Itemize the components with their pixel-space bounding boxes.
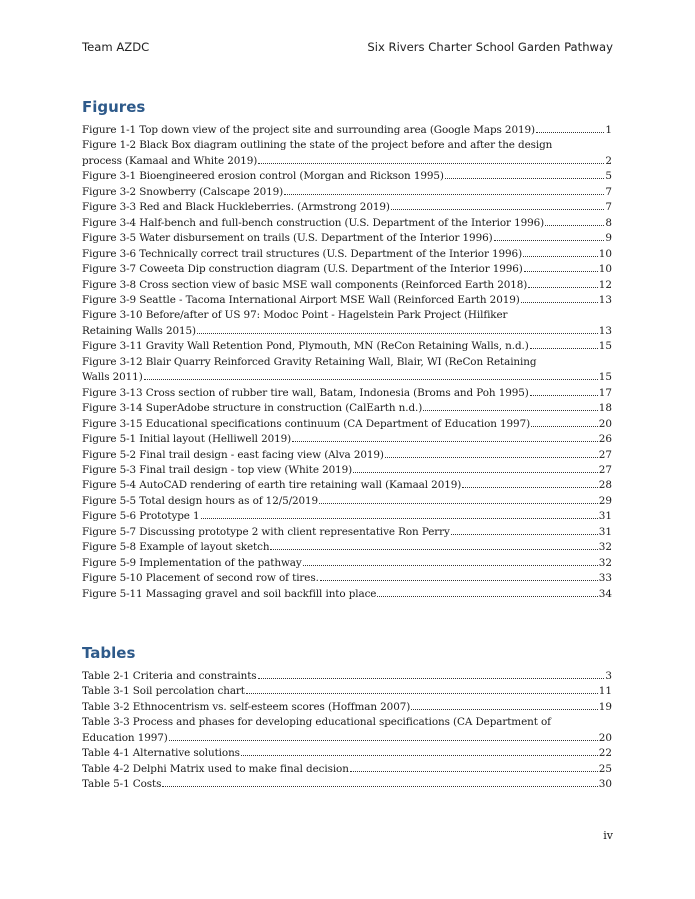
toc-entry-page: 31 xyxy=(598,510,612,523)
toc-entry-title: Figure 3-13 Cross section of rubber tire wall, Batam, Indonesia (Broms and Poh 1995) xyxy=(82,386,529,399)
dot-leader xyxy=(144,379,598,380)
dot-leader xyxy=(292,441,598,442)
toc-entry[interactable] xyxy=(82,478,612,493)
toc-entry-page: 32 xyxy=(598,556,612,569)
dot-leader xyxy=(531,426,598,427)
toc-entry-title: Figure 3-3 Red and Black Huckleberries. (Armstrong 2019) xyxy=(82,201,390,214)
tables-heading: Tables xyxy=(82,644,136,662)
toc-entry-lead: Figure 1-2 Black Box diagram outlining the state of the project before and after the design xyxy=(82,139,553,152)
toc-entry-page: 8 xyxy=(605,216,612,229)
toc-entry[interactable] xyxy=(82,262,612,277)
toc-entry-page: 5 xyxy=(605,170,612,183)
toc-entry-title: Table 3-2 Ethnocentrism vs. self-esteem scores (Hoffman 2007) xyxy=(82,700,411,713)
toc-entry-title: Figure 3-5 Water disbursement on trails (U.S. Department of the Interior 1996) xyxy=(82,232,493,245)
dot-leader xyxy=(320,580,598,581)
dot-leader xyxy=(521,302,598,303)
dot-leader xyxy=(411,709,598,710)
toc-entry[interactable] xyxy=(82,247,612,262)
toc-entry-page: 12 xyxy=(598,278,612,291)
toc-entry[interactable] xyxy=(82,200,612,215)
toc-entry[interactable] xyxy=(82,154,612,169)
toc-entry-page: 13 xyxy=(598,293,612,306)
dot-leader xyxy=(258,163,604,164)
toc-entry-page: 7 xyxy=(605,185,612,198)
toc-entry-page: 17 xyxy=(598,386,612,399)
toc-entry[interactable] xyxy=(82,216,612,231)
dot-leader xyxy=(241,755,598,756)
toc-entry-title: Figure 3-1 Bioengineered erosion control (Morgan and Rickson 1995) xyxy=(82,170,444,183)
dot-leader xyxy=(391,209,605,210)
toc-entry[interactable] xyxy=(82,417,612,432)
toc-entry-title: Figure 5-11 Massaging gravel and soil backfill into place xyxy=(82,587,377,600)
toc-entry-title: Walls 2011) xyxy=(82,371,143,384)
toc-entry-page: 34 xyxy=(598,587,612,600)
dot-leader xyxy=(350,771,598,772)
toc-entry-title: process (Kamaal and White 2019) xyxy=(82,154,258,167)
toc-entry-page: 30 xyxy=(598,778,612,791)
toc-entry-title: Education 1997) xyxy=(82,731,168,744)
toc-entry-lead: Figure 3-10 Before/after of US 97: Modoc Point - Hagelstein Park Project (Hilfiker xyxy=(82,309,508,322)
page-number: iv xyxy=(603,829,613,842)
toc-entry[interactable] xyxy=(82,540,612,555)
toc-entry[interactable] xyxy=(82,731,612,746)
toc-entry[interactable] xyxy=(82,463,612,478)
toc-entry-title: Figure 5-8 Example of layout sketch xyxy=(82,541,270,554)
toc-entry-page: 25 xyxy=(598,762,612,775)
toc-entry-title: Table 2-1 Criteria and constraints xyxy=(82,670,257,682)
dot-leader xyxy=(536,132,604,133)
dot-leader xyxy=(353,472,598,473)
dot-leader xyxy=(530,395,598,396)
toc-entry-title: Figure 5-7 Discussing prototype 2 with client representative Ron Perry xyxy=(82,525,450,538)
toc-entry-title: Table 3-1 Soil percolation chart xyxy=(82,685,245,698)
toc-entry-title: Figure 3-14 SuperAdobe structure in construction (CalEarth n.d.) xyxy=(82,402,423,415)
dot-leader xyxy=(258,678,605,679)
toc-entry[interactable] xyxy=(82,169,612,184)
dot-leader xyxy=(528,287,598,288)
toc-entry-page: 27 xyxy=(598,463,612,476)
toc-entry-title: Figure 5-10 Placement of second row of tires. xyxy=(82,572,319,585)
toc-entry-page: 1 xyxy=(605,124,612,136)
toc-entry-title: Figure 3-2 Snowberry (Calscape 2019) xyxy=(82,185,284,198)
toc-entry-page: 18 xyxy=(598,402,612,415)
toc-entry-lead: Figure 3-12 Blair Quarry Reinforced Gravity Retaining Wall, Blair, WI (ReCon Retaining xyxy=(82,355,537,368)
toc-entry-title: Figure 5-4 AutoCAD rendering of earth tire retaining wall (Kamaal 2019) xyxy=(82,479,462,492)
dot-leader xyxy=(385,457,598,458)
toc-entry-page: 28 xyxy=(598,479,612,492)
toc-entry[interactable] xyxy=(82,525,612,540)
dot-leader xyxy=(270,549,597,550)
toc-entry-title: Figure 5-1 Initial layout (Helliwell 2019) xyxy=(82,433,292,446)
toc-entry[interactable] xyxy=(82,185,612,200)
toc-entry-page: 31 xyxy=(598,525,612,538)
toc-entry[interactable] xyxy=(82,509,612,524)
header-team: Team AZDC xyxy=(82,40,150,54)
dot-leader xyxy=(423,410,598,411)
dot-leader xyxy=(246,693,598,694)
toc-entry-title: Table 5-1 Costs xyxy=(82,778,162,791)
toc-entry-page: 2 xyxy=(605,154,612,167)
toc-entry-title: Figure 5-9 Implementation of the pathway xyxy=(82,556,302,569)
toc-entry-lead: Table 3-3 Process and phases for developing educational specifications (CA Department of xyxy=(82,716,551,729)
toc-entry-title: Table 4-1 Alternative solutions xyxy=(82,747,240,760)
header-project-title: Six Rivers Charter School Garden Pathway xyxy=(367,40,613,54)
toc-entry[interactable] xyxy=(82,231,612,246)
toc-entry-title: Figure 3-4 Half-bench and full-bench construction (U.S. Department of the Interior 1996) xyxy=(82,216,545,229)
toc-entry[interactable] xyxy=(82,432,612,447)
toc-entry-title: Figure 5-6 Prototype 1 xyxy=(82,510,200,523)
figures-heading: Figures xyxy=(82,98,146,116)
toc-entry[interactable] xyxy=(82,401,612,416)
toc-entry[interactable] xyxy=(82,556,612,571)
toc-entry-page: 22 xyxy=(598,747,612,760)
toc-entry-title: Figure 1-1 Top down view of the project site and surrounding area (Google Maps 2019) xyxy=(82,124,535,136)
dot-leader xyxy=(201,518,598,519)
figures-list xyxy=(82,123,612,602)
toc-entry-page: 9 xyxy=(605,232,612,245)
toc-entry-page: 15 xyxy=(598,371,612,384)
toc-entry-title: Figure 3-15 Educational specifications continuum (CA Department of Education 1997) xyxy=(82,417,531,430)
toc-entry[interactable] xyxy=(82,700,612,715)
dot-leader xyxy=(377,596,597,597)
toc-entry-page: 7 xyxy=(605,201,612,214)
dot-leader xyxy=(284,194,604,195)
dot-leader xyxy=(451,534,598,535)
dot-leader xyxy=(524,271,598,272)
toc-entry-page: 33 xyxy=(598,572,612,585)
toc-entry[interactable] xyxy=(82,370,612,385)
toc-entry[interactable] xyxy=(82,123,612,138)
toc-entry-page: 29 xyxy=(598,494,612,507)
toc-entry-title: Figure 3-8 Cross section view of basic MSE wall components (Reinforced Earth 2018) xyxy=(82,278,528,291)
dot-leader xyxy=(545,225,604,226)
toc-entry-title: Figure 5-2 Final trail design - east facing view (Alva 2019) xyxy=(82,448,384,461)
toc-entry[interactable] xyxy=(82,339,612,354)
tables-list xyxy=(82,669,612,793)
toc-entry-page: 32 xyxy=(598,541,612,554)
toc-entry-page: 13 xyxy=(598,324,612,337)
dot-leader xyxy=(462,487,598,488)
toc-entry-page: 20 xyxy=(598,731,612,744)
dot-leader xyxy=(530,348,598,349)
toc-entry-page: 11 xyxy=(598,685,612,698)
toc-entry-page: 20 xyxy=(598,417,612,430)
toc-entry-title: Figure 3-9 Seattle - Tacoma International Airport MSE Wall (Reinforced Earth 2019) xyxy=(82,293,520,306)
toc-entry[interactable] xyxy=(82,571,612,586)
dot-leader xyxy=(445,178,605,179)
toc-entry[interactable] xyxy=(82,762,612,777)
dot-leader xyxy=(494,240,605,241)
toc-entry[interactable] xyxy=(82,293,612,308)
dot-leader xyxy=(162,786,597,787)
toc-entry[interactable] xyxy=(82,448,612,463)
toc-entry-page: 3 xyxy=(605,670,612,682)
toc-entry[interactable] xyxy=(82,669,612,684)
toc-entry-title: Figure 3-11 Gravity Wall Retention Pond, Plymouth, MN (ReCon Retaining Walls, n.d.) xyxy=(82,340,529,353)
toc-entry-title: Figure 5-3 Final trail design - top view (White 2019) xyxy=(82,463,353,476)
toc-entry-page: 19 xyxy=(598,700,612,713)
toc-entry-title: Figure 3-6 Technically correct trail structures (U.S. Department of the Interior 1996) xyxy=(82,247,523,260)
toc-entry[interactable] xyxy=(82,494,612,509)
toc-entry[interactable] xyxy=(82,324,612,339)
dot-leader xyxy=(523,256,598,257)
toc-entry[interactable] xyxy=(82,746,612,761)
toc-entry-page: 15 xyxy=(598,340,612,353)
toc-entry[interactable] xyxy=(82,278,612,293)
toc-entry-page: 10 xyxy=(598,263,612,276)
dot-leader xyxy=(197,333,598,334)
toc-entry-page: 27 xyxy=(598,448,612,461)
toc-entry-title: Figure 5-5 Total design hours as of 12/5/2019 xyxy=(82,494,319,507)
toc-entry[interactable] xyxy=(82,684,612,699)
toc-entry-page: 10 xyxy=(598,247,612,260)
dot-leader xyxy=(169,740,598,741)
toc-entry-page: 26 xyxy=(598,433,612,446)
toc-entry[interactable] xyxy=(82,777,612,792)
toc-entry-title: Retaining Walls 2015) xyxy=(82,324,196,337)
toc-entry-title: Table 4-2 Delphi Matrix used to make final decision xyxy=(82,762,349,775)
dot-leader xyxy=(303,565,598,566)
toc-entry[interactable] xyxy=(82,386,612,401)
toc-entry-title: Figure 3-7 Coweeta Dip construction diagram (U.S. Department of the Interior 1996) xyxy=(82,263,523,276)
toc-entry[interactable] xyxy=(82,587,612,602)
dot-leader xyxy=(319,503,598,504)
